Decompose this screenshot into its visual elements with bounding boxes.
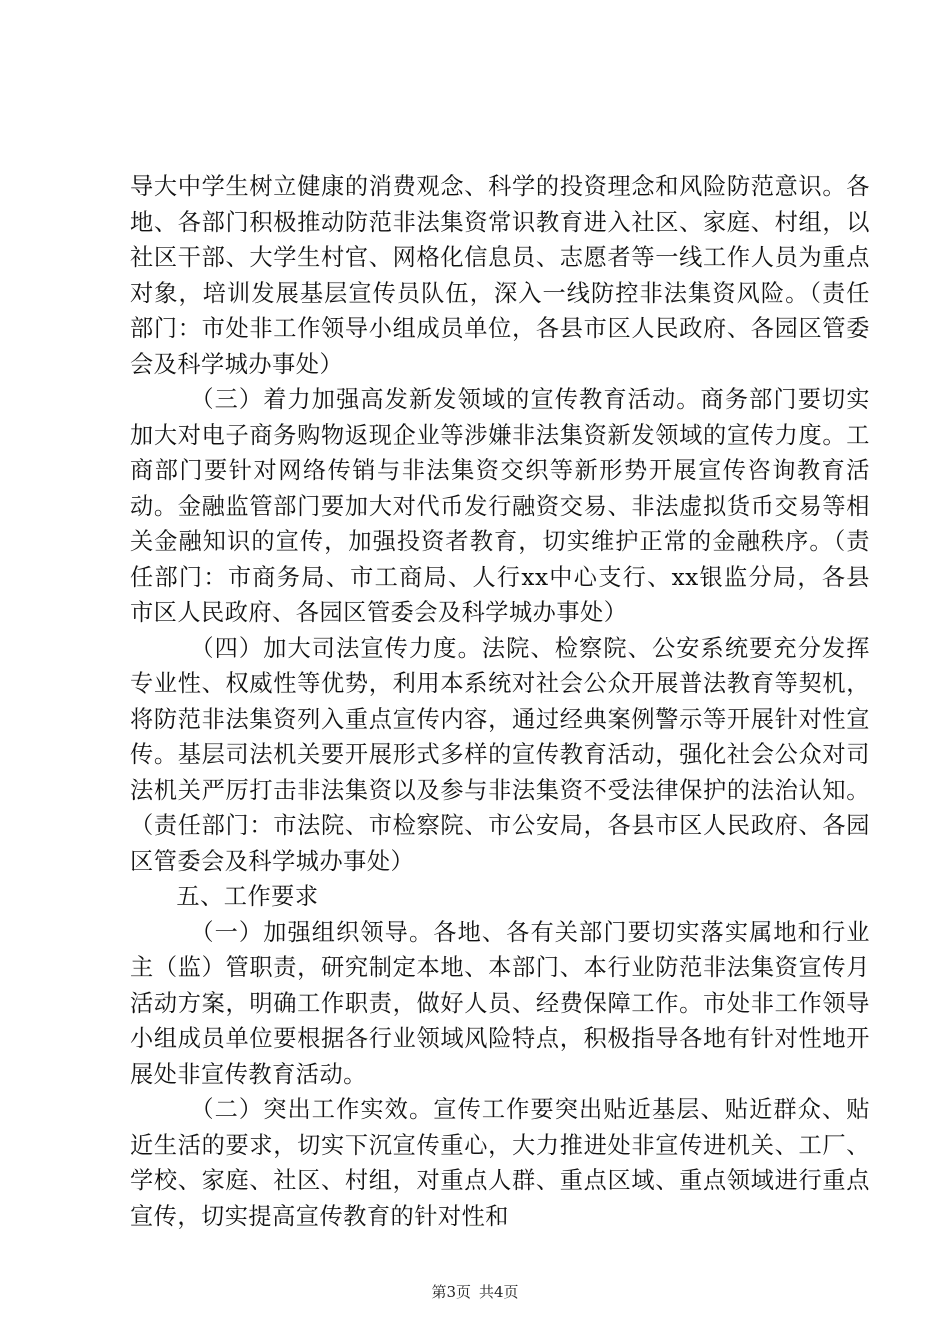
paragraph-requirement-2: （二）突出工作实效。宣传工作要突出贴近基层、贴近群众、贴近生活的要求，切实下沉宣传重心，大力推进处非宣传进机关、工厂、学校、家庭、社区、村组，对重点人群、重点区域、重点领域进行重点宣传，切实提高宣传教育的针对性和 (130, 1096, 870, 1230)
document-body (130, 169, 870, 1234)
section-heading-work-requirements: 五、工作要求 (176, 883, 319, 910)
page-footer (0, 1281, 950, 1302)
page-total: 共4页 (479, 1283, 519, 1301)
paragraph-section-4: （四）加大司法宣传力度。法院、检察院、公安系统要充分发挥专业性、权威性等优势，利用本系统对社会公众开展普法教育等契机，将防范非法集资列入重点宣传内容，通过经典案例警示等开展针对性宣传。基层司法机关要开展形式多样的宣传教育活动，强化社会公众对司法机关严厉打击非法集资以及参与非法集资不受法律保护的法治认知。（责任部门：市法院、市检察院、市公安局，各县市区人民政府、各园区管委会及科学城办事处） (130, 634, 870, 875)
paragraph-section-3: （三）着力加强高发新发领域的宣传教育活动。商务部门要切实加大对电子商务购物返现企业等涉嫌非法集资新发领域的宣传力度。工商部门要针对网络传销与非法集资交织等新形势开展宣传咨询教育活动。金融监管部门要加大对代币发行融资交易、非法虚拟货币交易等相关金融知识的宣传，加强投资者教育，切实维护正常的金融秩序。（责任部门：市商务局、市工商局、人行xx中心支行、xx银监分局，各县市区人民政府、各园区管委会及科学城办事处） (130, 386, 870, 626)
page-number: 第3页 (431, 1283, 471, 1301)
paragraph-continuation: 导大中学生树立健康的消费观念、科学的投资理念和风险防范意识。各地、各部门积极推动防范非法集资常识教育进入社区、家庭、村组，以社区干部、大学生村官、网格化信息员、志愿者等一线工作人员为重点对象，培训发展基层宣传员队伍，深入一线防控非法集资风险。（责任部门：市处非工作领导小组成员单位，各县市区人民政府、各园区管委会及科学城办事处） (130, 173, 870, 378)
paragraph-requirement-1: （一）加强组织领导。各地、各有关部门要切实落实属地和行业主（监）管职责，研究制定本地、本部门、本行业防范非法集资宣传月活动方案，明确工作职责，做好人员、经费保障工作。市处非工作领导小组成员单位要根据各行业领域风险特点，积极指导各地有针对性地开展处非宣传教育活动。 (130, 918, 870, 1088)
